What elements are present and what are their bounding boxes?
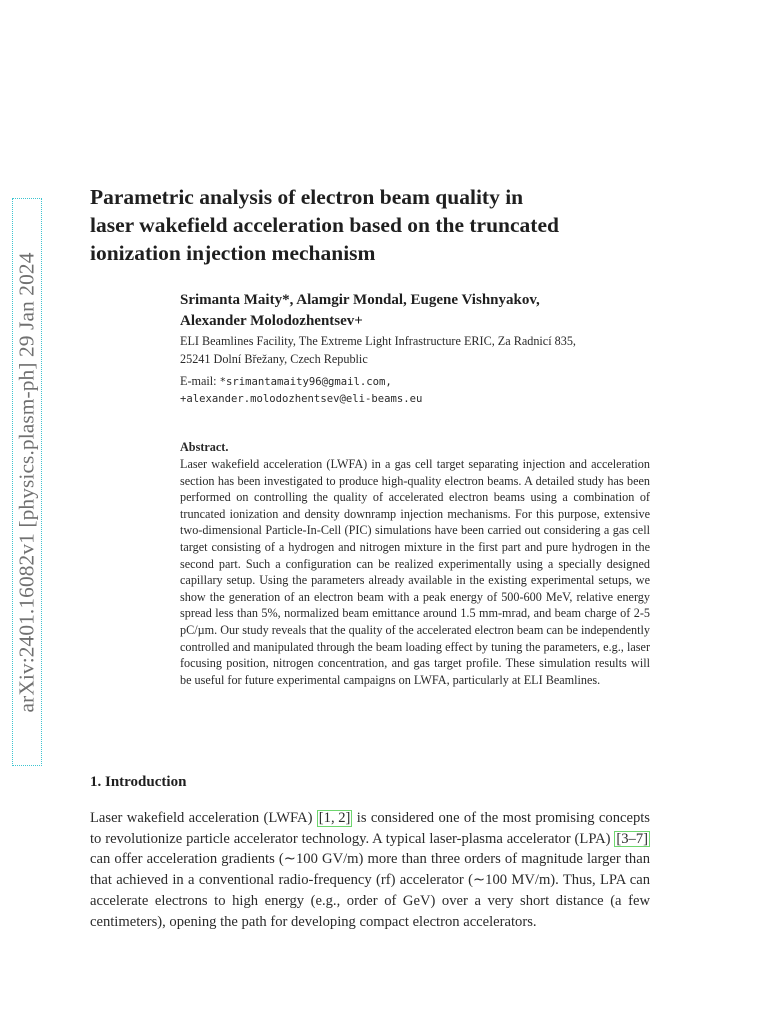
- affiliation-line: ELI Beamlines Facility, The Extreme Light Infrastructure ERIC, Za Radnicí 835,: [180, 334, 576, 348]
- email-block: [180, 373, 650, 408]
- affiliation-line: 25241 Dolní Břežany, Czech Republic: [180, 351, 368, 366]
- citation-link-2[interactable]: [3–7]: [616, 830, 648, 847]
- arxiv-identifier-text: arXiv:2401.16082v1 [physics.plasm-ph] 29 Jan 2024: [14, 252, 39, 712]
- section-heading-introduction: 1. Introduction: [90, 774, 187, 790]
- email-address-1[interactable]: *srimantamaity96@gmail.com,: [219, 376, 392, 388]
- arxiv-identifier-stamp[interactable]: [12, 198, 42, 766]
- abstract: [180, 439, 650, 688]
- affiliation: [180, 333, 650, 368]
- citation-link-1[interactable]: [1, 2]: [318, 810, 351, 826]
- title-line: Parametric analysis of electron beam quality in: [90, 185, 524, 209]
- email-line-1: [180, 373, 650, 391]
- abstract-heading: Abstract.: [180, 440, 229, 454]
- authors-line: Alexander Molodozhentsev+: [180, 313, 363, 329]
- introduction-paragraph: [90, 808, 650, 932]
- abstract-text: Laser wakefield acceleration (LWFA) in a gas cell target separating injection and acceleration section has been investigated to produce high-quality electron beams. A detailed study has been performed on controlling the quality of accelerated electron beams using a combination of truncated ionization and density downramp injection mechanisms. For this purpose, extensive two-dimensional Particle-In-Cell (PIC) simulations have been carried out considering a gas cell target consisting of a hydrogen and nitrogen mixture in the first part and pure hydrogen in the second part. Such a configuration can be realized experimentally using a specially designed capillary setup. Using the parameters already available in the existing experimental setups, we show the generation of an electron beam with a peak energy of 500-600 MeV, relative energy spread less than 5%, normalized beam emittance around 1.5 mm-mrad, and beam charge of 2-5 pC/µm. Our study reveals that the quality of the accelerated electron beam can be independently controlled and manipulated through the beam loading effect by tuning the parameters, e.g., laser focusing position, nitrogen concentration, and gas target profile. These simulation results will be useful for future experimental campaigns on LWFA, particularly at ELI Beamlines.: [180, 457, 650, 687]
- intro-text-1: Laser wakefield acceleration (LWFA): [90, 810, 317, 826]
- email-address-2[interactable]: +alexander.molodozhentsev@eli-beams.eu: [180, 393, 423, 405]
- title-line: ionization injection mechanism: [90, 241, 376, 265]
- paper-title: [90, 183, 670, 267]
- email-label: E-mail:: [180, 374, 220, 388]
- author-list: [180, 290, 650, 332]
- title-line: laser wakefield acceleration based on the truncated: [90, 213, 559, 237]
- authors-line: Srimanta Maity*, Alamgir Mondal, Eugene Vishnyakov,: [180, 292, 540, 308]
- intro-text-2: is considered one of the most promising concepts to revolutionize particle accelerator technology. A typical laser-plasma accelerator (LPA): [90, 810, 650, 847]
- intro-text-3: can offer acceleration gradients (∼100 GV/m) more than three orders of magnitude larger than that achieved in a conventional radio-frequency (rf) accelerator (∼100 MV/m). Thus, LPA can accelerate electrons to high energy (e.g., order of GeV) over a very short distance (a few centimeters), opening the path for developing compact electron accelerators.: [90, 851, 650, 930]
